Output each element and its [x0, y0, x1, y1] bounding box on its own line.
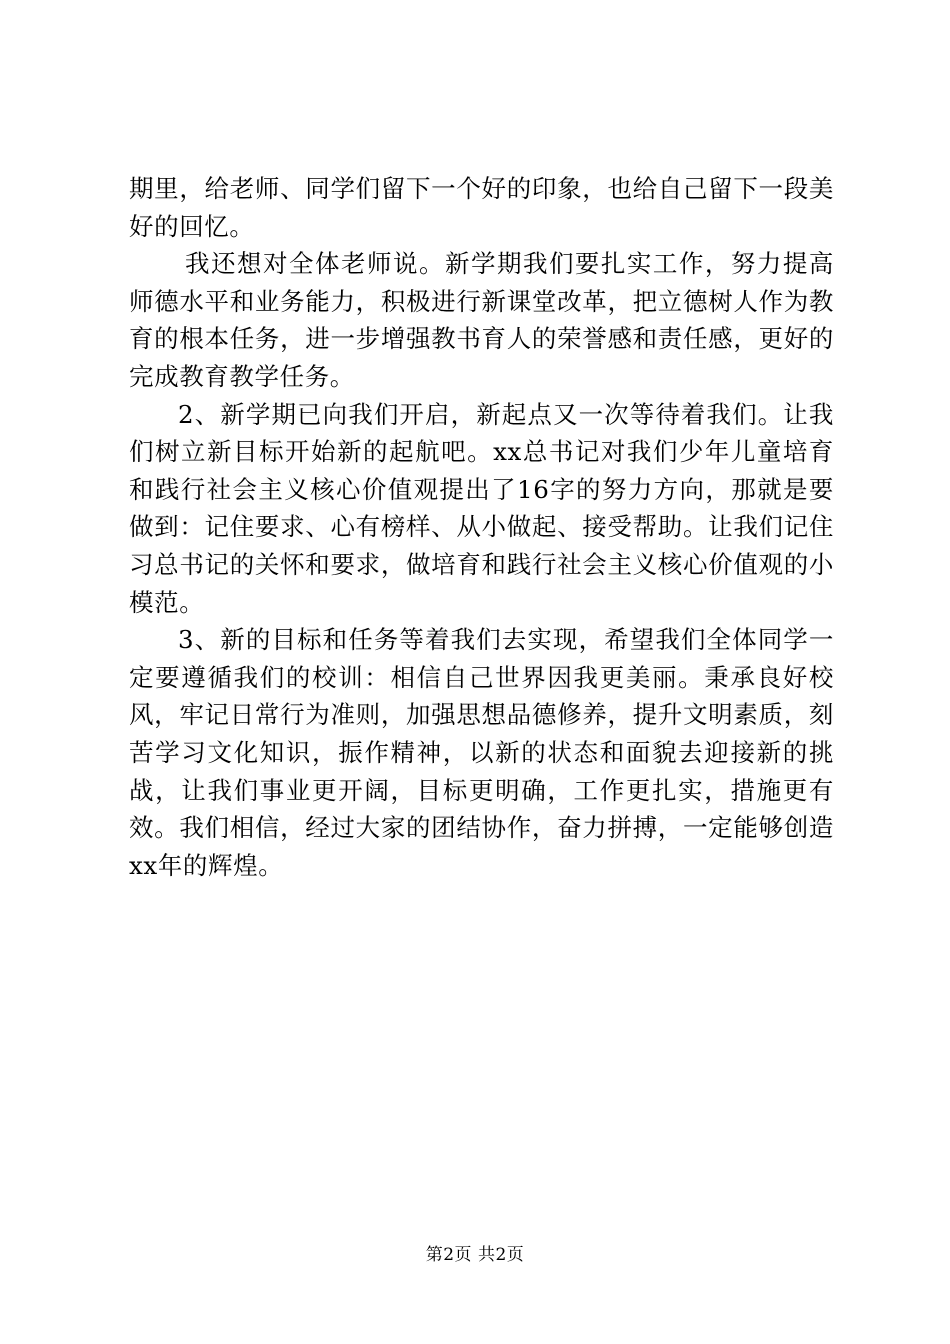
paragraph-point-2: 2、新学期已向我们开启，新起点又一次等待着我们。让我们树立新目标开始新的起航吧。xx总书记对我们少年儿童培育和践行社会主义核心价值观提出了16字的努力方向，那就是要做到：记住要求、心有榜样、从小做起、接受帮助。让我们记住习总书记的关怀和要求，做培育和践行社会主义核心价值观的小模范。 — [129, 399, 834, 617]
document-body — [129, 170, 834, 884]
paragraph-continuation: 期里，给老师、同学们留下一个好的印象，也给自己留下一段美好的回忆。 — [129, 174, 834, 241]
page-footer: 第2页 共2页 — [425, 1245, 525, 1265]
paragraph-point-3: 3、新的目标和任务等着我们去实现，希望我们全体同学一定要遵循我们的校训：相信自己世界因我更美丽。秉承良好校风，牢记日常行为准则，加强思想品德修养，提升文明素质，刻苦学习文化知识，振作精神，以新的状态和面貌去迎接新的挑战，让我们事业更开阔，目标更明确，工作更扎实，措施更有效。我们相信，经过大家的团结协作，奋力拼搏，一定能够创造xx年的辉煌。 — [129, 625, 834, 880]
paragraph-teachers: 我还想对全体老师说。新学期我们要扎实工作，努力提高师德水平和业务能力，积极进行新课堂改革，把立德树人作为教育的根本任务，进一步增强教书育人的荣誉感和责任感，更好的完成教育教学任务。 — [129, 249, 834, 391]
